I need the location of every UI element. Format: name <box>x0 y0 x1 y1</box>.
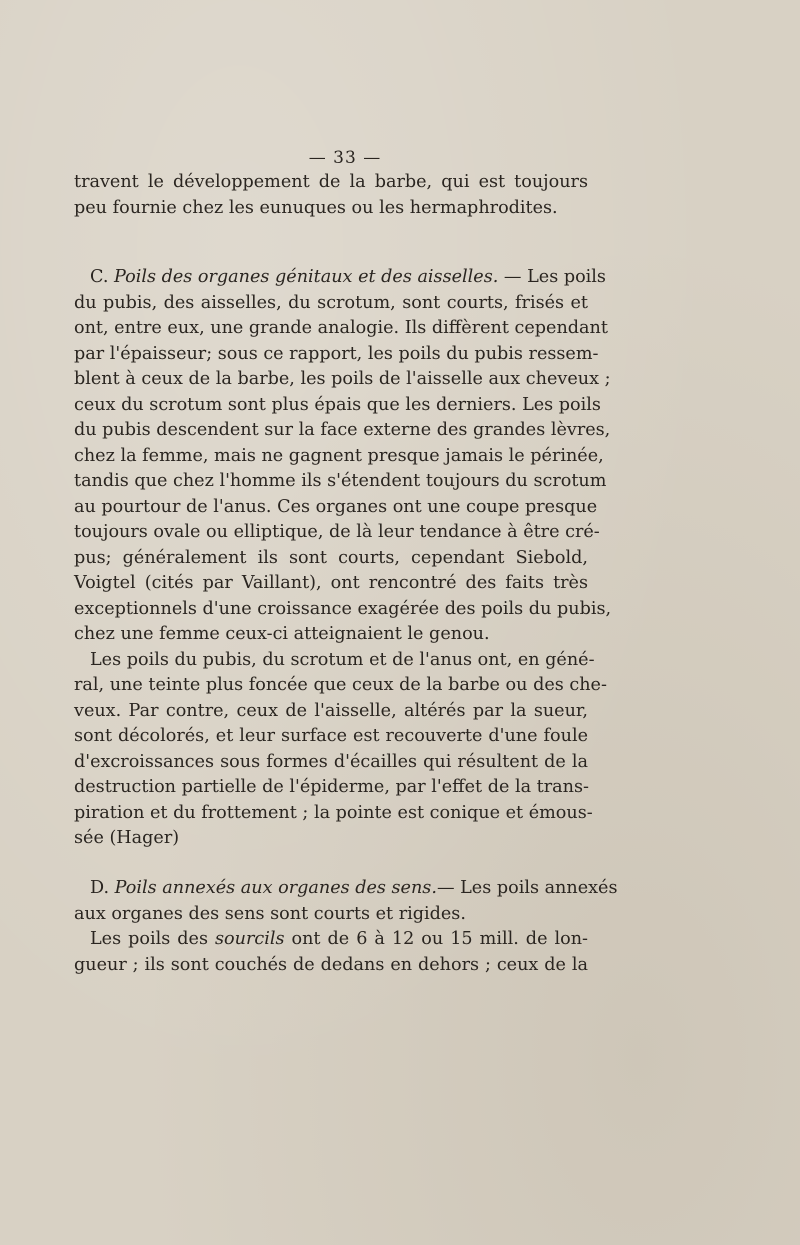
text-line: gueur ; ils sont couchés de dedans en dehors ; ceux de la <box>74 954 588 975</box>
section-c <box>74 265 612 852</box>
section-d-lead: — Les poils annexés <box>436 878 618 898</box>
text-line: sée (Hager) <box>74 828 180 848</box>
text-line: Voigtel (cités par Vaillant), ont rencontré des faits très <box>74 573 588 593</box>
text-fragment: ont de 6 à 12 ou 15 mill. de lon- <box>284 929 588 949</box>
text-line: piration et du frottement ; la pointe est conique et émous- <box>74 802 593 823</box>
text-line: tandis que chez l'homme ils s'étendent toujours du scrotum <box>74 471 607 491</box>
text-line <box>74 927 588 953</box>
text-line: chez la femme, mais ne gagnent presque jamais le périnée, <box>74 445 604 466</box>
section-c-heading: Poils des organes génitaux et des aisselles. <box>114 267 499 287</box>
section-d-letter: D. <box>90 878 110 898</box>
section-d <box>74 876 618 978</box>
sourcils-term: sourcils <box>215 929 285 949</box>
text-line: peu fournie chez les eunuques ou les hermaphrodites. <box>74 197 558 218</box>
text-line: ont, entre eux, une grande analogie. Ils diffèrent cependant <box>74 318 608 338</box>
text-line: sont décolorés, et leur surface est recouverte d'une foule <box>74 726 588 746</box>
text-line: veux. Par contre, ceux de l'aisselle, altérés par la sueur, <box>74 700 588 721</box>
text-line: ceux du scrotum sont plus épais que les derniers. Les poils <box>74 394 601 415</box>
text-line: exceptionnels d'une croissance exagérée des poils du pubis, <box>74 598 612 619</box>
section-c-heading-line <box>74 265 606 291</box>
text-line: Les poils du pubis, du scrotum et de l'anus ont, en géné- <box>90 649 595 670</box>
page-number: — 33 — <box>308 148 382 168</box>
text-line: au pourtour de l'anus. Ces organes ont une coupe presque <box>74 496 598 517</box>
text-line: blent à ceux de la barbe, les poils de l'aisselle aux cheveux ; <box>74 369 611 389</box>
text-line: d'excroissances sous formes d'écailles qui résultent de la <box>74 751 588 772</box>
text-line: ral, une teinte plus foncée que ceux de la barbe ou des che- <box>74 675 607 695</box>
text-line: du pubis, des aisselles, du scrotum, sont courts, frisés et <box>74 292 588 313</box>
text-fragment: Les poils des <box>90 929 215 949</box>
text-line: toujours ovale ou elliptique, de là leur tendance à être cré- <box>74 522 600 542</box>
section-d-heading: Poils annexés aux organes des sens. <box>114 878 437 898</box>
text-line: destruction partielle de l'épiderme, par l'effet de la trans- <box>74 777 589 797</box>
text-line: travent le développement de la barbe, qui est toujours <box>74 172 588 192</box>
text-line: pus; généralement ils sont courts, cependant Siebold, <box>74 547 588 568</box>
text-line: chez une femme ceux-ci atteignaient le genou. <box>74 624 490 644</box>
section-d-heading-line <box>74 876 618 902</box>
text-line: du pubis descendent sur la face externe des grandes lèvres, <box>74 420 611 440</box>
paragraph-continuation <box>74 170 588 221</box>
text-line: aux organes des sens sont courts et rigides. <box>74 903 466 924</box>
section-c-lead: — Les poils <box>498 267 606 287</box>
section-c-letter: C. <box>90 267 109 287</box>
text-line: par l'épaisseur; sous ce rapport, les poils du pubis ressem- <box>74 343 599 364</box>
